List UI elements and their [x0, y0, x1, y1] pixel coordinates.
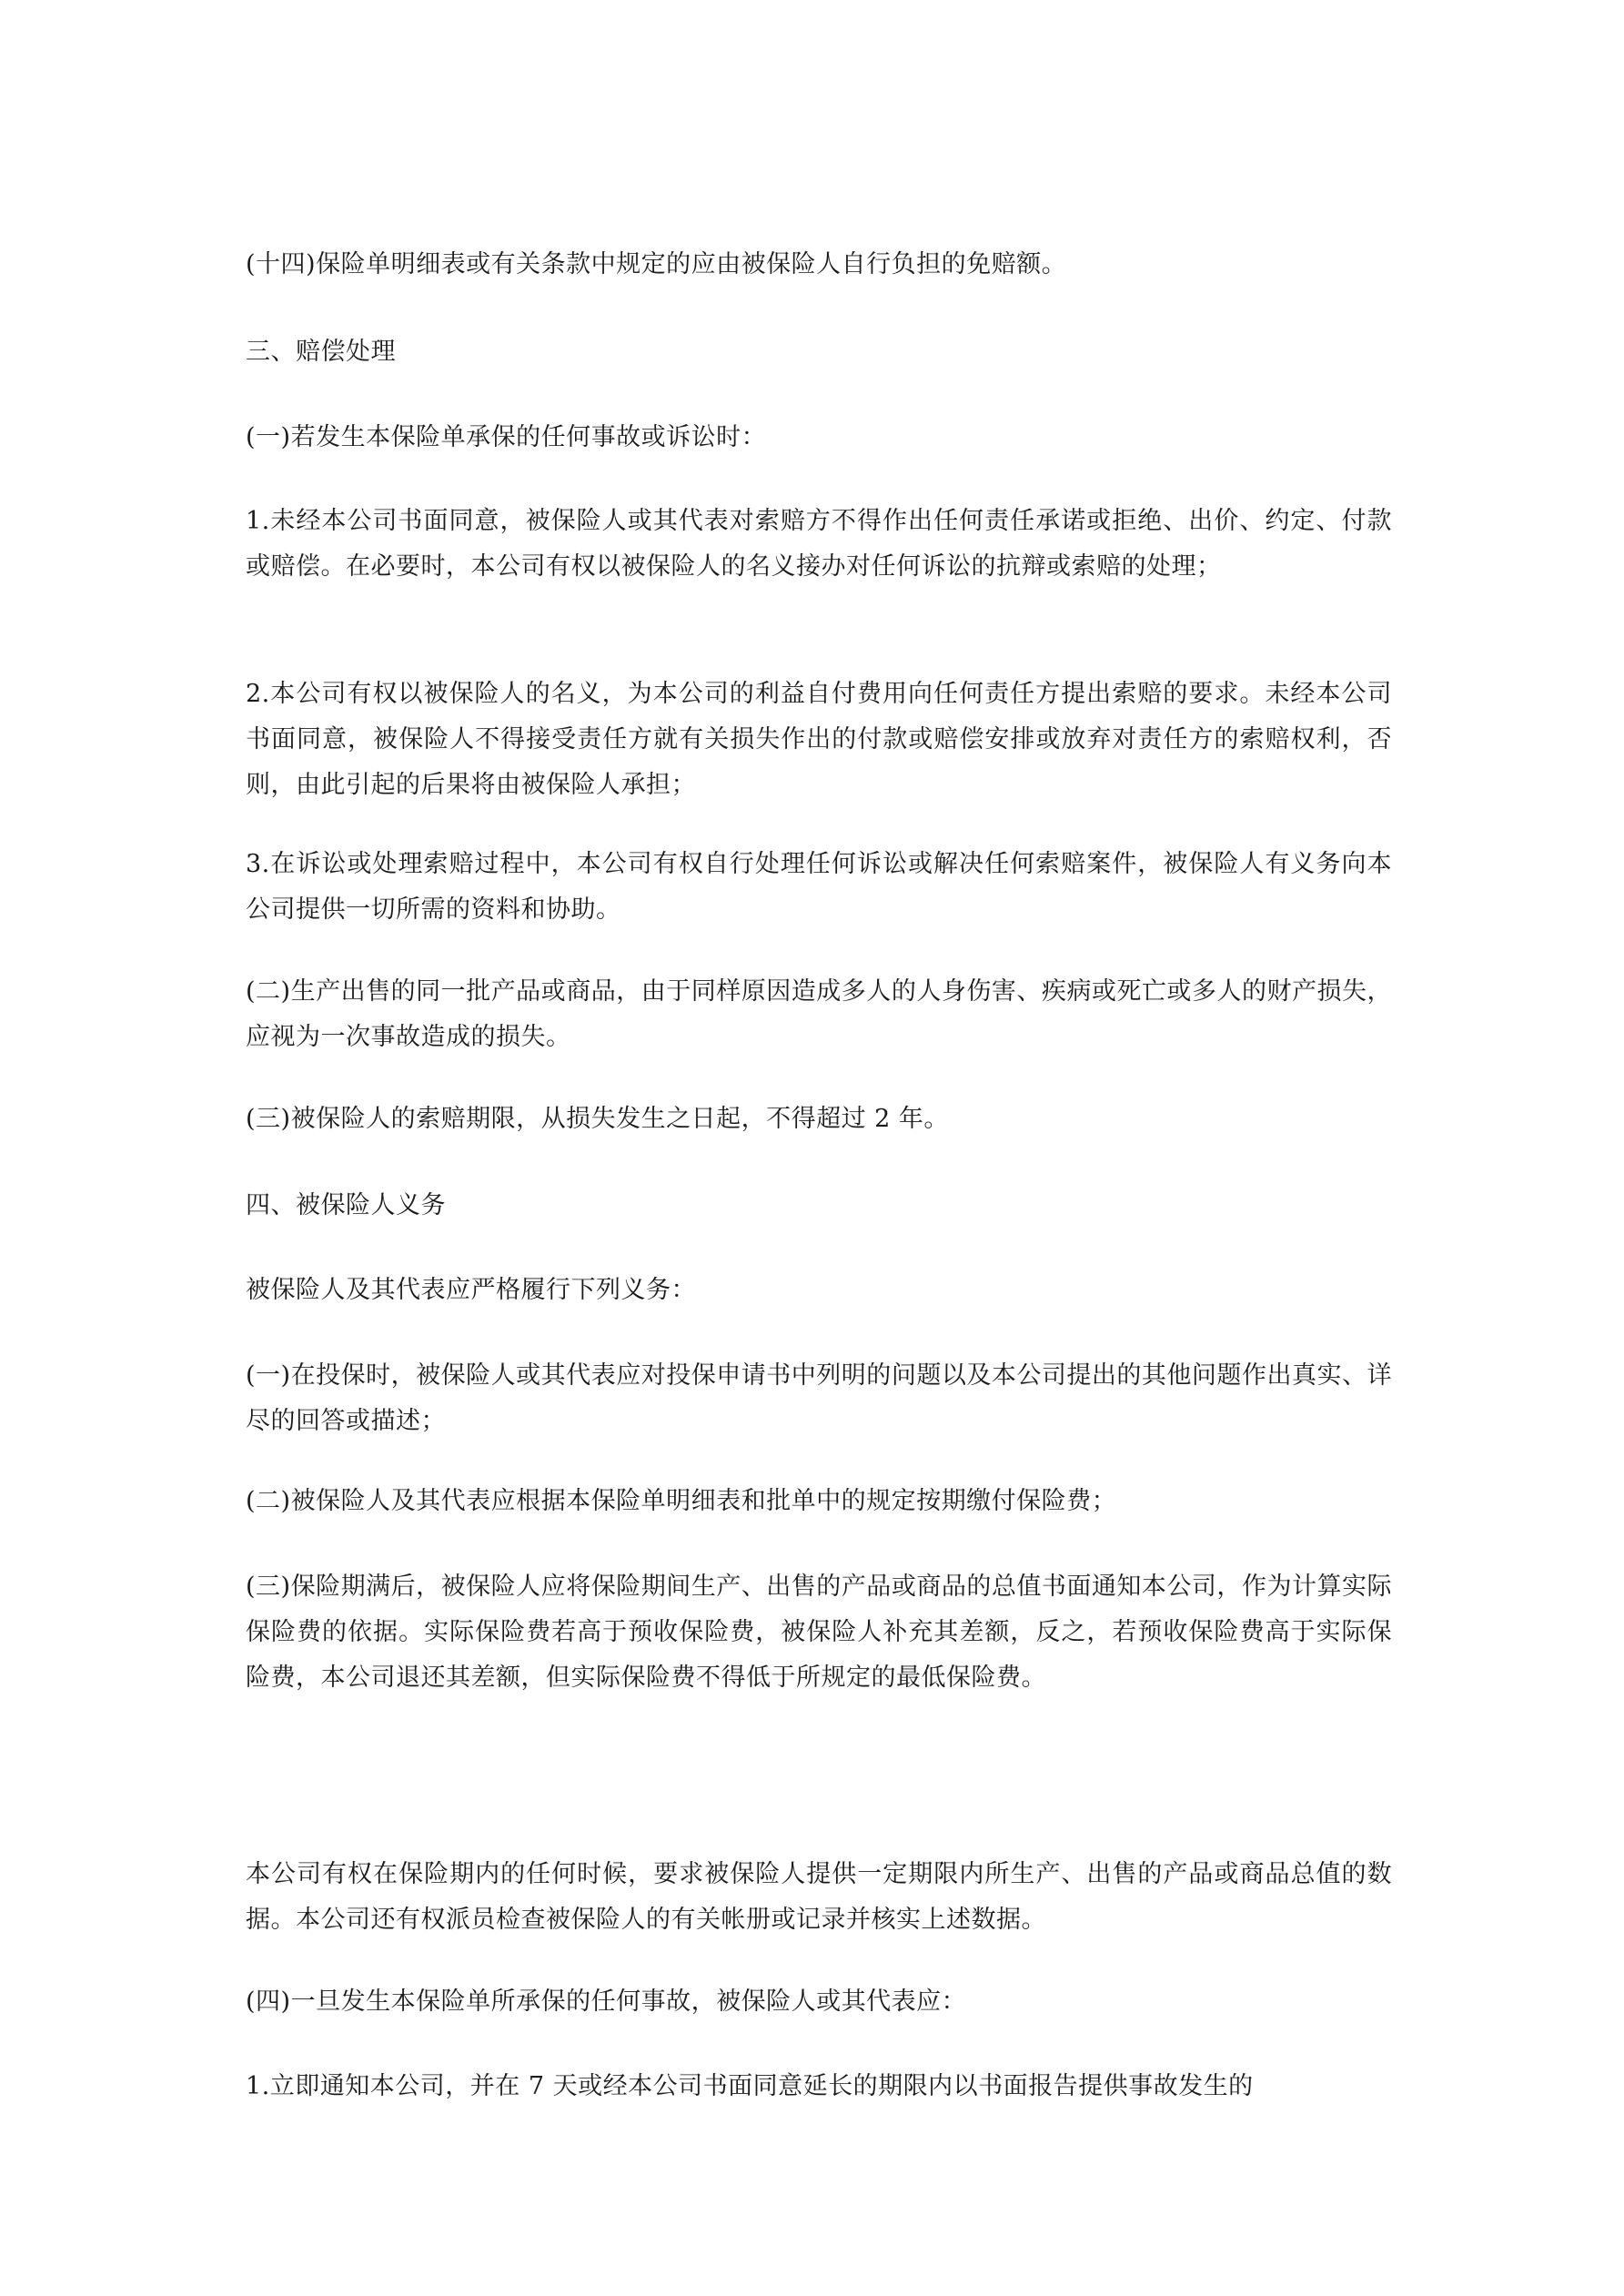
paragraph-claims-intro: (一)若发生本保险单承保的任何事故或诉讼时： — [246, 423, 767, 451]
paragraph-claims-item-1: 1.未经本公司书面同意，被保险人或其代表对索赔方不得作出任何责任承诺或拒绝、出价、约定、付款或赔偿。在必要时，本公司有权以被保险人的名义接办对任何诉讼的抗辩或索赔的处理； — [246, 507, 1392, 581]
paragraph-obligation-1: (一)在投保时，被保险人或其代表应对投保申请书中列明的问题以及本公司提出的其他问题作出真实、详尽的回答或描述； — [246, 1361, 1392, 1435]
paragraph-obligation-3: (三)保险期满后，被保险人应将保险期间生产、出售的产品或商品的总值书面通知本公司，作为计算实际保险费的依据。实际保险费若高于预收保险费，被保险人补充其差额，反之，若预收保险费高于实际保险费，本公司退还其差额，但实际保险费不得低于所规定的最低保险费。 — [246, 1573, 1392, 1692]
section-heading-claims: 三、赔偿处理 — [246, 338, 396, 366]
paragraph-obligation-2: (二)被保险人及其代表应根据本保险单明细表和批单中的规定按期缴付保险费； — [246, 1487, 1117, 1515]
paragraph-notify-item-1: 1.立即通知本公司，并在 7 天或经本公司书面同意延长的期限内以书面报告提供事故发生的 — [246, 2072, 1254, 2100]
paragraph-claims-item-3: 3.在诉讼或处理索赔过程中，本公司有权自行处理任何诉讼或解决任何索赔案件，被保险人有义务向本公司提供一切所需的资料和协助。 — [246, 850, 1392, 924]
paragraph-inspection-right: 本公司有权在保险期内的任何时候，要求被保险人提供一定期限内所生产、出售的产品或商品总值的数据。本公司还有权派员检查被保险人的有关帐册或记录并核实上述数据。 — [246, 1860, 1392, 1934]
section-heading-obligations: 四、被保险人义务 — [246, 1191, 446, 1219]
paragraph-obligation-4: (四)一旦发生本保险单所承保的任何事故，被保险人或其代表应： — [246, 1988, 967, 2016]
paragraph-obligations-intro: 被保险人及其代表应严格履行下列义务： — [246, 1276, 696, 1304]
paragraph-claim-period: (三)被保险人的索赔期限，从损失发生之日起，不得超过 2 年。 — [246, 1105, 949, 1133]
paragraph-deductible: (十四)保险单明细表或有关条款中规定的应由被保险人自行负担的免赔额。 — [246, 250, 1067, 278]
paragraph-claims-item-2: 2.本公司有权以被保险人的名义，为本公司的利益自付费用向任何责任方提出索赔的要求。未经本公司书面同意，被保险人不得接受责任方就有关损失作出的付款或赔偿安排或放弃对责任方的索赔权利，否则，由此引起的后果将由被保险人承担； — [246, 680, 1392, 799]
paragraph-same-batch: (二)生产出售的同一批产品或商品，由于同样原因造成多人的人身伤害、疾病或死亡或多人的财产损失，应视为一次事故造成的损失。 — [246, 977, 1392, 1051]
